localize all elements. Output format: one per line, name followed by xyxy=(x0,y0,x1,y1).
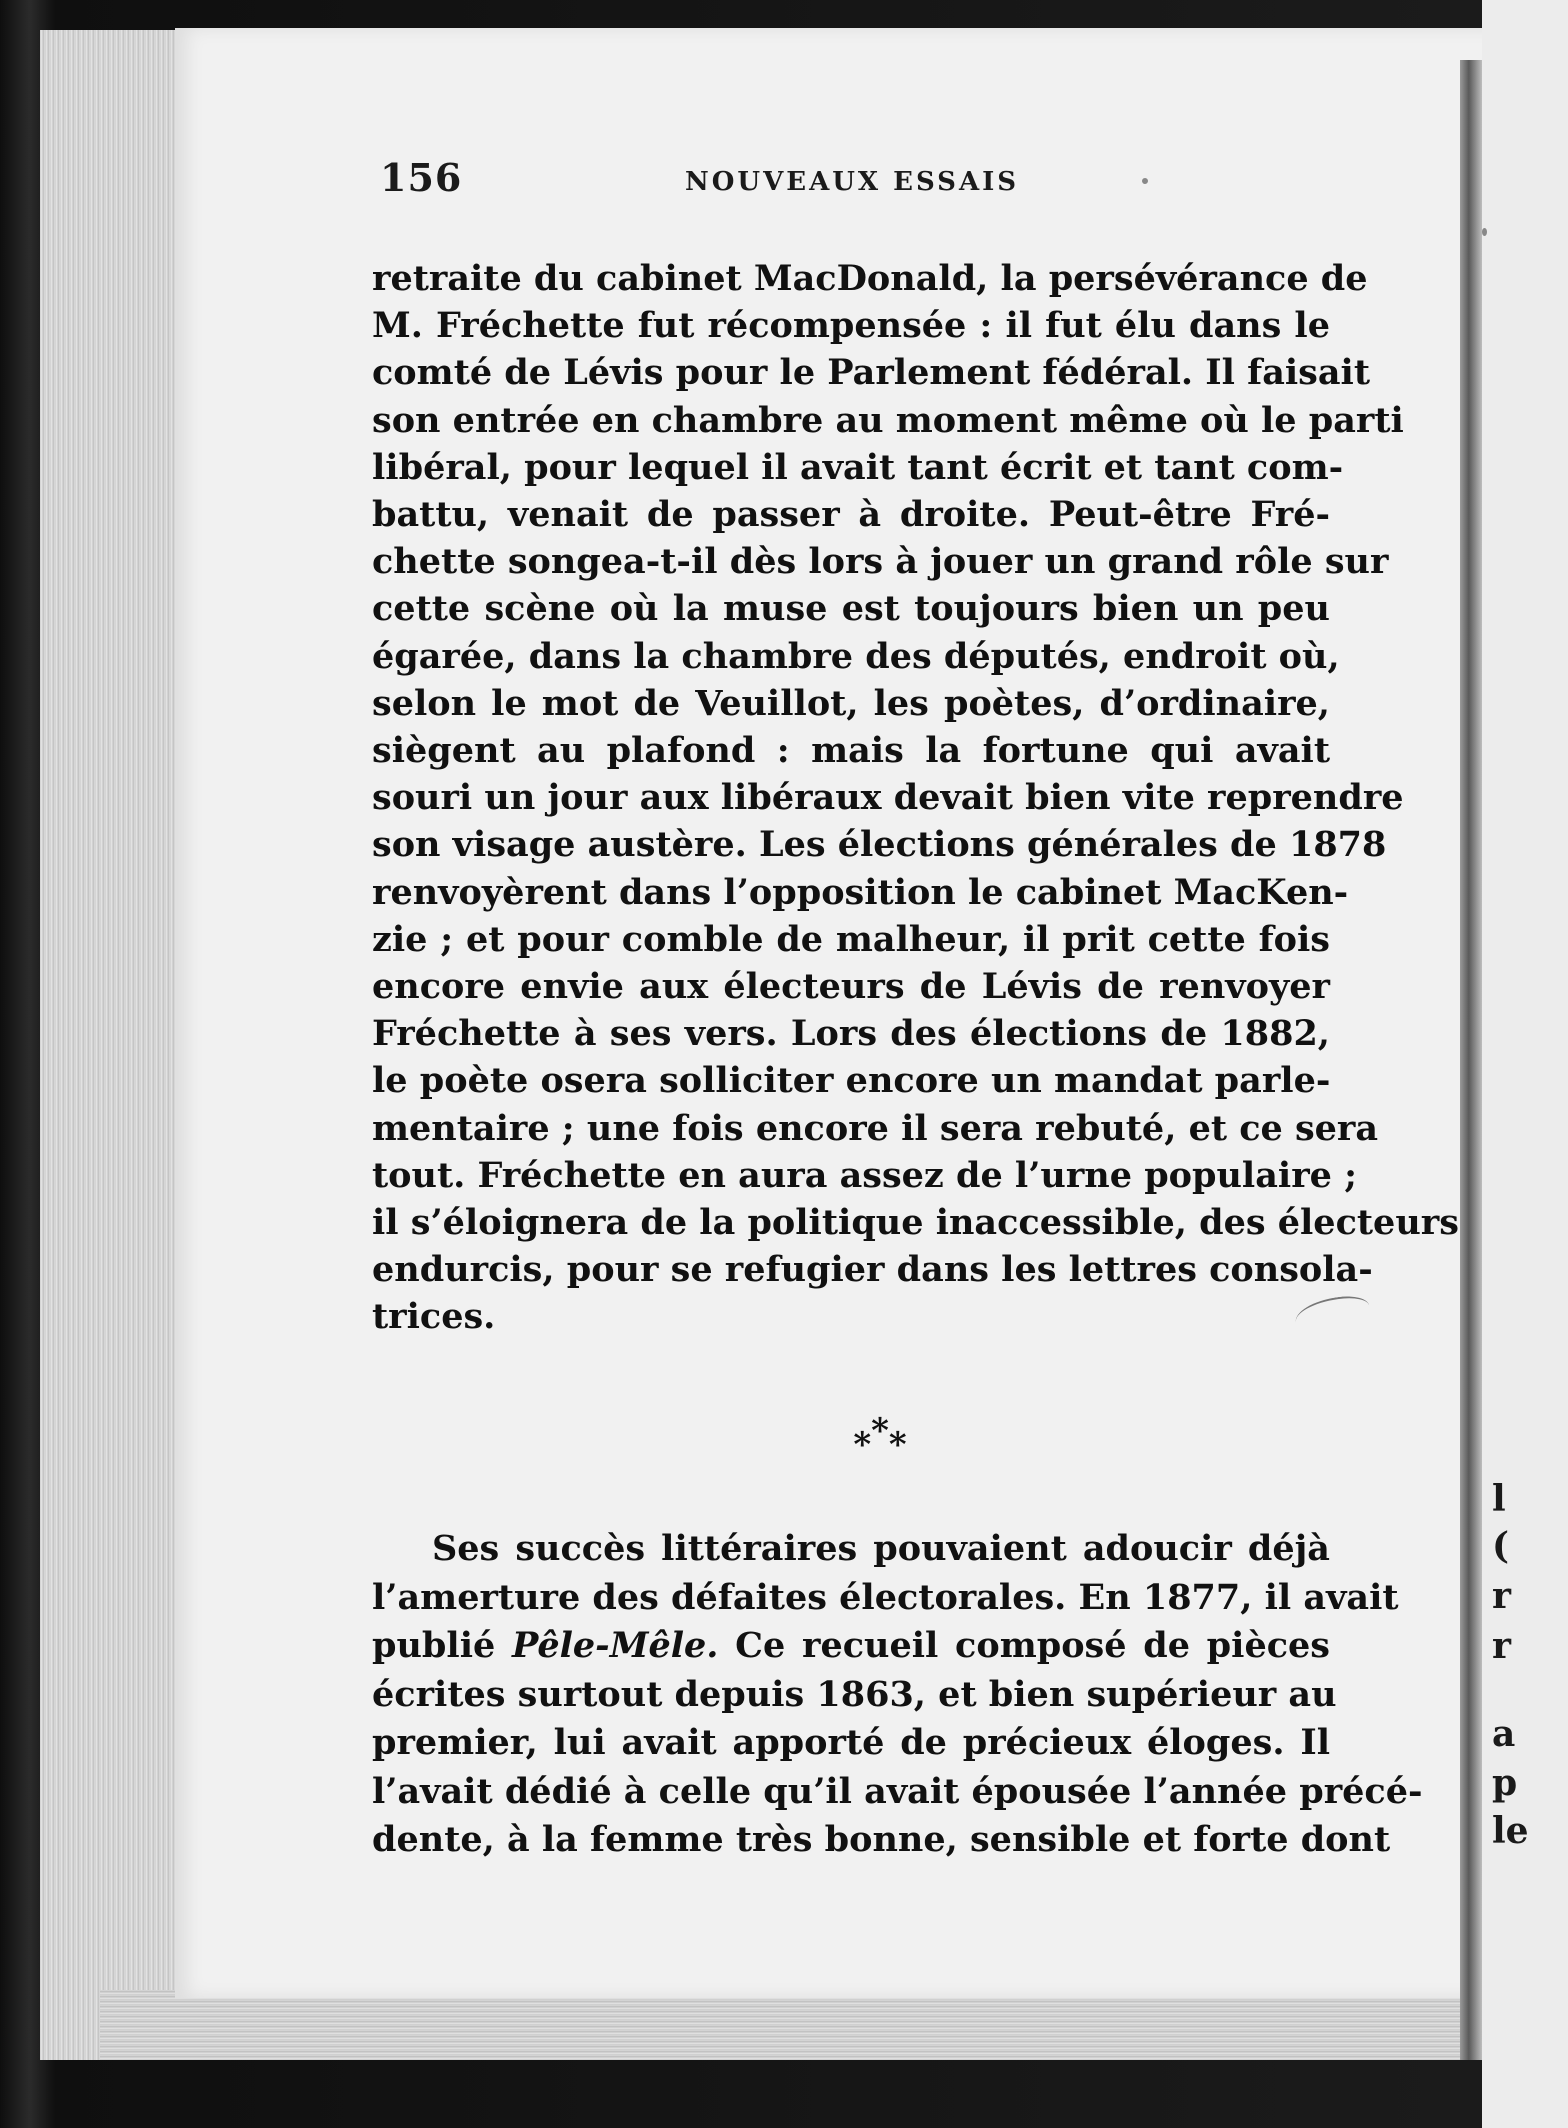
text-line: son visage austère. Les élections générales de 1878 xyxy=(372,824,1387,866)
page-number: 156 xyxy=(380,155,463,200)
text-line: battu, venait de passer à droite. Peut-être Fré- xyxy=(372,494,1330,536)
book-title: Pêle-Mêle. xyxy=(511,1625,719,1666)
facing-page-fragment: le xyxy=(1492,1810,1529,1852)
facing-page-edge xyxy=(1482,0,1568,2128)
text-line: l’amerture des défaites électorales. En 1877, il avait xyxy=(372,1576,1399,1618)
text-line: retraite du cabinet MacDonald, la persévérance de xyxy=(372,258,1368,299)
text-line: libéral, pour lequel il avait tant écrit et tant com- xyxy=(372,446,1344,488)
text-line: M. Fréchette fut récompensée : il fut élu dans le xyxy=(372,305,1330,347)
scan-speck xyxy=(1482,228,1487,236)
text-line: dente, à la femme très bonne, sensible et forte dont xyxy=(372,1819,1391,1860)
asterisk: * xyxy=(871,1411,889,1451)
text-line: trices. xyxy=(372,1296,496,1338)
page-edges-bottom xyxy=(100,1990,1480,2060)
scan-speck xyxy=(1142,178,1148,184)
text-line: tout. Fréchette en aura assez de l’urne populaire ; xyxy=(372,1154,1358,1196)
text-fragment: publié xyxy=(372,1625,512,1666)
facing-page-fragment: ( xyxy=(1492,1525,1510,1567)
book-gutter xyxy=(1460,60,1482,2060)
text-line: zie ; et pour comble de malheur, il prit cette fois xyxy=(372,918,1330,960)
text-line: le poète osera solliciter encore un mandat parle- xyxy=(372,1060,1331,1102)
text-line: comté de Lévis pour le Parlement fédéral. Il faisait xyxy=(372,352,1371,394)
text-line: encore envie aux électeurs de Lévis de renvoyer xyxy=(372,966,1330,1008)
running-title: NOUVEAUX ESSAIS xyxy=(685,167,1020,197)
text-line: mentaire ; une fois encore il sera rebuté, et ce sera xyxy=(372,1107,1379,1149)
text-line: cette scène où la muse est toujours bien un peu xyxy=(372,588,1330,630)
facing-page-fragment: a xyxy=(1492,1713,1516,1755)
text-line: renvoyèrent dans l’opposition le cabinet MacKen- xyxy=(372,871,1349,913)
text-line: écrites surtout depuis 1863, et bien supérieur au xyxy=(372,1673,1337,1715)
text-fragment: Ce recueil composé de pièces xyxy=(718,1625,1331,1666)
text-line: souri un jour aux libéraux devait bien vite reprendre xyxy=(372,777,1404,819)
text-line xyxy=(372,1622,1330,1671)
paragraph-2 xyxy=(372,1525,1423,1865)
text-line: son entrée en chambre au moment même où le parti xyxy=(372,399,1404,441)
text-line: Fréchette à ses vers. Lors des élections de 1882, xyxy=(372,1013,1330,1055)
text-line: selon le mot de Veuillot, les poètes, d’ordinaire, xyxy=(372,682,1330,724)
text-line: il s’éloignera de la politique inaccessible, des électeurs xyxy=(372,1202,1459,1244)
text-line: égarée, dans la chambre des députés, endroit où, xyxy=(372,635,1340,677)
page-edges-left xyxy=(40,30,190,2060)
paragraph-1 xyxy=(372,255,1459,1341)
facing-page-fragment: r xyxy=(1492,1625,1511,1667)
text-line: siègent au plafond : mais la fortune qui avait xyxy=(372,730,1330,772)
text-line: l’avait dédié à celle qu’il avait épousée l’année précé- xyxy=(372,1770,1423,1812)
text-line: endurcis, pour se refugier dans les lettres consola- xyxy=(372,1249,1373,1291)
text-line: premier, lui avait apporté de précieux éloges. Il xyxy=(372,1722,1330,1763)
text-line: Ses succès littéraires pouvaient adoucir déjà xyxy=(432,1528,1330,1569)
facing-page-fragment: l xyxy=(1492,1478,1506,1520)
text-line: chette songea-t-il dès lors à jouer un grand rôle sur xyxy=(372,541,1389,583)
facing-page-fragment: r xyxy=(1492,1575,1511,1617)
asterisk: * xyxy=(888,1425,907,1465)
facing-page-fragment: p xyxy=(1492,1762,1518,1804)
section-separator xyxy=(780,1411,980,1465)
asterisk: * xyxy=(853,1425,872,1465)
